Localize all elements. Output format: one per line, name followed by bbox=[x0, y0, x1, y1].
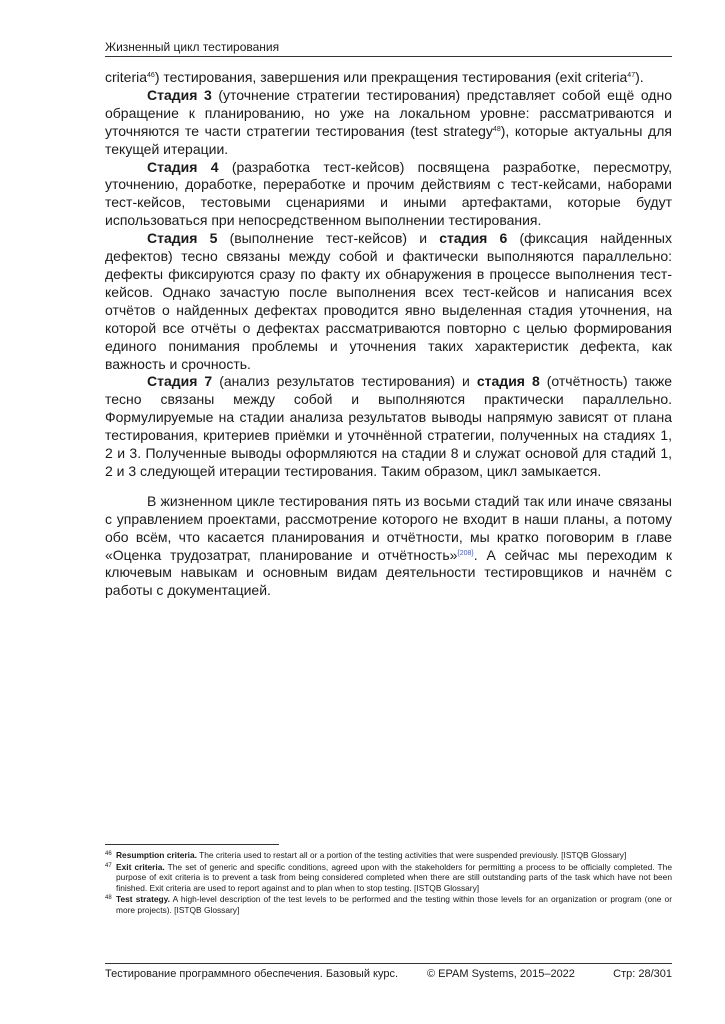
text-run: (фиксация найденных дефектов) тесно связаны между собой и фактически выполняются параллельно: дефекты фиксируются сразу по факту их обнаружения в процессе выполнения тест-кейсов. Однако зачастую после выполнения всех тест-кейсов и написания всех отчётов о найденных дефектах проводится явно выделенная стадия уточнения, на которой все отчёты о дефектах рассматриваются повторно с целью формирования единого понимания проблемы и уточнения таких характеристик дефекта, как важность и срочность. bbox=[105, 230, 672, 372]
paragraph-summary bbox=[105, 493, 672, 600]
text-run: (отчётность) также тесно связаны между собой и выполняются практически параллельно. Формулируемые на стадии анализа результатов выводы напрямую зависят от плана тестирования, критериев приёмки и уточнённой стратегии, полученных на стадиях 1, 2 и 3. Полученные выводы оформляются на стадии 8 и служат основой для стадий 1, 2 и 3 следующей итерации тестирования. Таким образом, цикл замыкается. bbox=[105, 373, 672, 479]
text-run: criteria bbox=[105, 69, 148, 85]
footnote-number-text: 46 bbox=[105, 851, 112, 857]
text-run: (анализ результатов тестирования) и bbox=[212, 373, 477, 390]
footnote-divider bbox=[105, 844, 279, 845]
paragraph-stage-5-6 bbox=[105, 230, 672, 373]
text-run: В жизненном цикле тестирования пять из восьми стадий так или иначе связаны с управлением проектами, рассмотрение которого не входит в наши планы, а потому обо всём, что касается планирования и отчётности, мы кратко поговорим в главе «Оценка трудозатрат, планирование и отчётность» bbox=[105, 492, 672, 563]
footer-book-title: Тестирование программного обеспечения. Базовый курс. bbox=[105, 968, 399, 980]
footnotes bbox=[105, 850, 672, 916]
stage-label: Стадия 4 bbox=[147, 158, 219, 175]
text-run: (разработка тест-кейсов) посвящена разработке, пересмотру, уточнению, доработке, переработке и прочим действиям с тест-кейсами, наборами тест-кейсов, тестовыми сценариями и иными артефактами, которые будут использоваться при непосредственном выполнении тестирования. bbox=[105, 158, 673, 229]
footer-copyright: © EPAM Systems, 2015–2022 bbox=[427, 968, 575, 980]
text-run: ), которые актуальны для текущей итерации. bbox=[105, 122, 672, 157]
page-reference-link[interactable]: {208} bbox=[457, 549, 474, 557]
text-run: ). bbox=[635, 69, 644, 85]
stage-label: стадия 8 bbox=[476, 373, 540, 390]
footnote-number bbox=[105, 894, 112, 905]
header-divider bbox=[105, 56, 672, 57]
footnote-text: A high-level description of the test levels to be performed and the testing within those levels for an organization or program (one or more projects). [ISTQB Glossary] bbox=[116, 894, 672, 915]
footnote-marker[interactable]: 48 bbox=[492, 125, 501, 133]
footnote-marker[interactable]: 47 bbox=[627, 72, 636, 79]
footnote-text: The set of generic and specific conditions, agreed upon with the stakeholders for permitting a process to be officially completed. The purpose of exit criteria is to prevent a task from being considered completed when there are still outstanding parts of the task which have not been finished. Exit criteria are used to report against and to plan when to stop testing. [ISTQB Glossary] bbox=[116, 861, 672, 893]
stage-label: стадия 6 bbox=[439, 230, 508, 247]
footnote-number bbox=[105, 862, 112, 873]
paragraph-stage-3 bbox=[105, 87, 672, 159]
text-run: . А сейчас мы переходим к ключевым навыкам и основным видам деятельности тестировщиков и начнём с работы с документацией. bbox=[105, 546, 672, 599]
paragraph-stage-7-8 bbox=[105, 373, 672, 480]
main-text bbox=[105, 69, 672, 600]
footnote-term: Resumption criteria. bbox=[116, 850, 197, 860]
text-run: (выполнение тест-кейсов) и bbox=[217, 230, 440, 247]
running-header: Жизненный цикл тестирования bbox=[105, 40, 280, 54]
footnote-term: Test strategy. bbox=[116, 894, 171, 904]
footnote-48 bbox=[105, 894, 672, 915]
text-run: ) тестирования, завершения или прекращения тестирования (exit criteria bbox=[154, 69, 628, 85]
footnote-term: Exit criteria. bbox=[116, 861, 165, 872]
footnote-46 bbox=[105, 850, 672, 861]
footer-page-number: Стр: 28/301 bbox=[613, 968, 672, 980]
stage-label: Стадия 5 bbox=[147, 230, 218, 247]
paragraph-criteria bbox=[105, 69, 672, 87]
paragraph-stage-4 bbox=[105, 159, 672, 231]
footnote-number-text: 48 bbox=[105, 895, 112, 901]
footnote-number bbox=[105, 850, 112, 861]
footnote-47 bbox=[105, 862, 672, 894]
stage-label: Стадия 7 bbox=[147, 373, 213, 390]
footnote-marker[interactable]: 46 bbox=[147, 72, 155, 79]
stage-label: Стадия 3 bbox=[147, 86, 212, 103]
footnote-text: The criteria used to restart all or a portion of the testing activities that were suspended previously. [ISTQB Glossary] bbox=[196, 850, 627, 860]
text-run: (уточнение стратегии тестирования) представляет собой ещё одно обращение к планированию, но уже на локальном уровне: рассматриваются и уточняются те части стратегии тестирования (test strategy bbox=[105, 86, 672, 139]
footer-divider bbox=[105, 963, 672, 964]
footnote-number-text: 47 bbox=[105, 862, 112, 869]
